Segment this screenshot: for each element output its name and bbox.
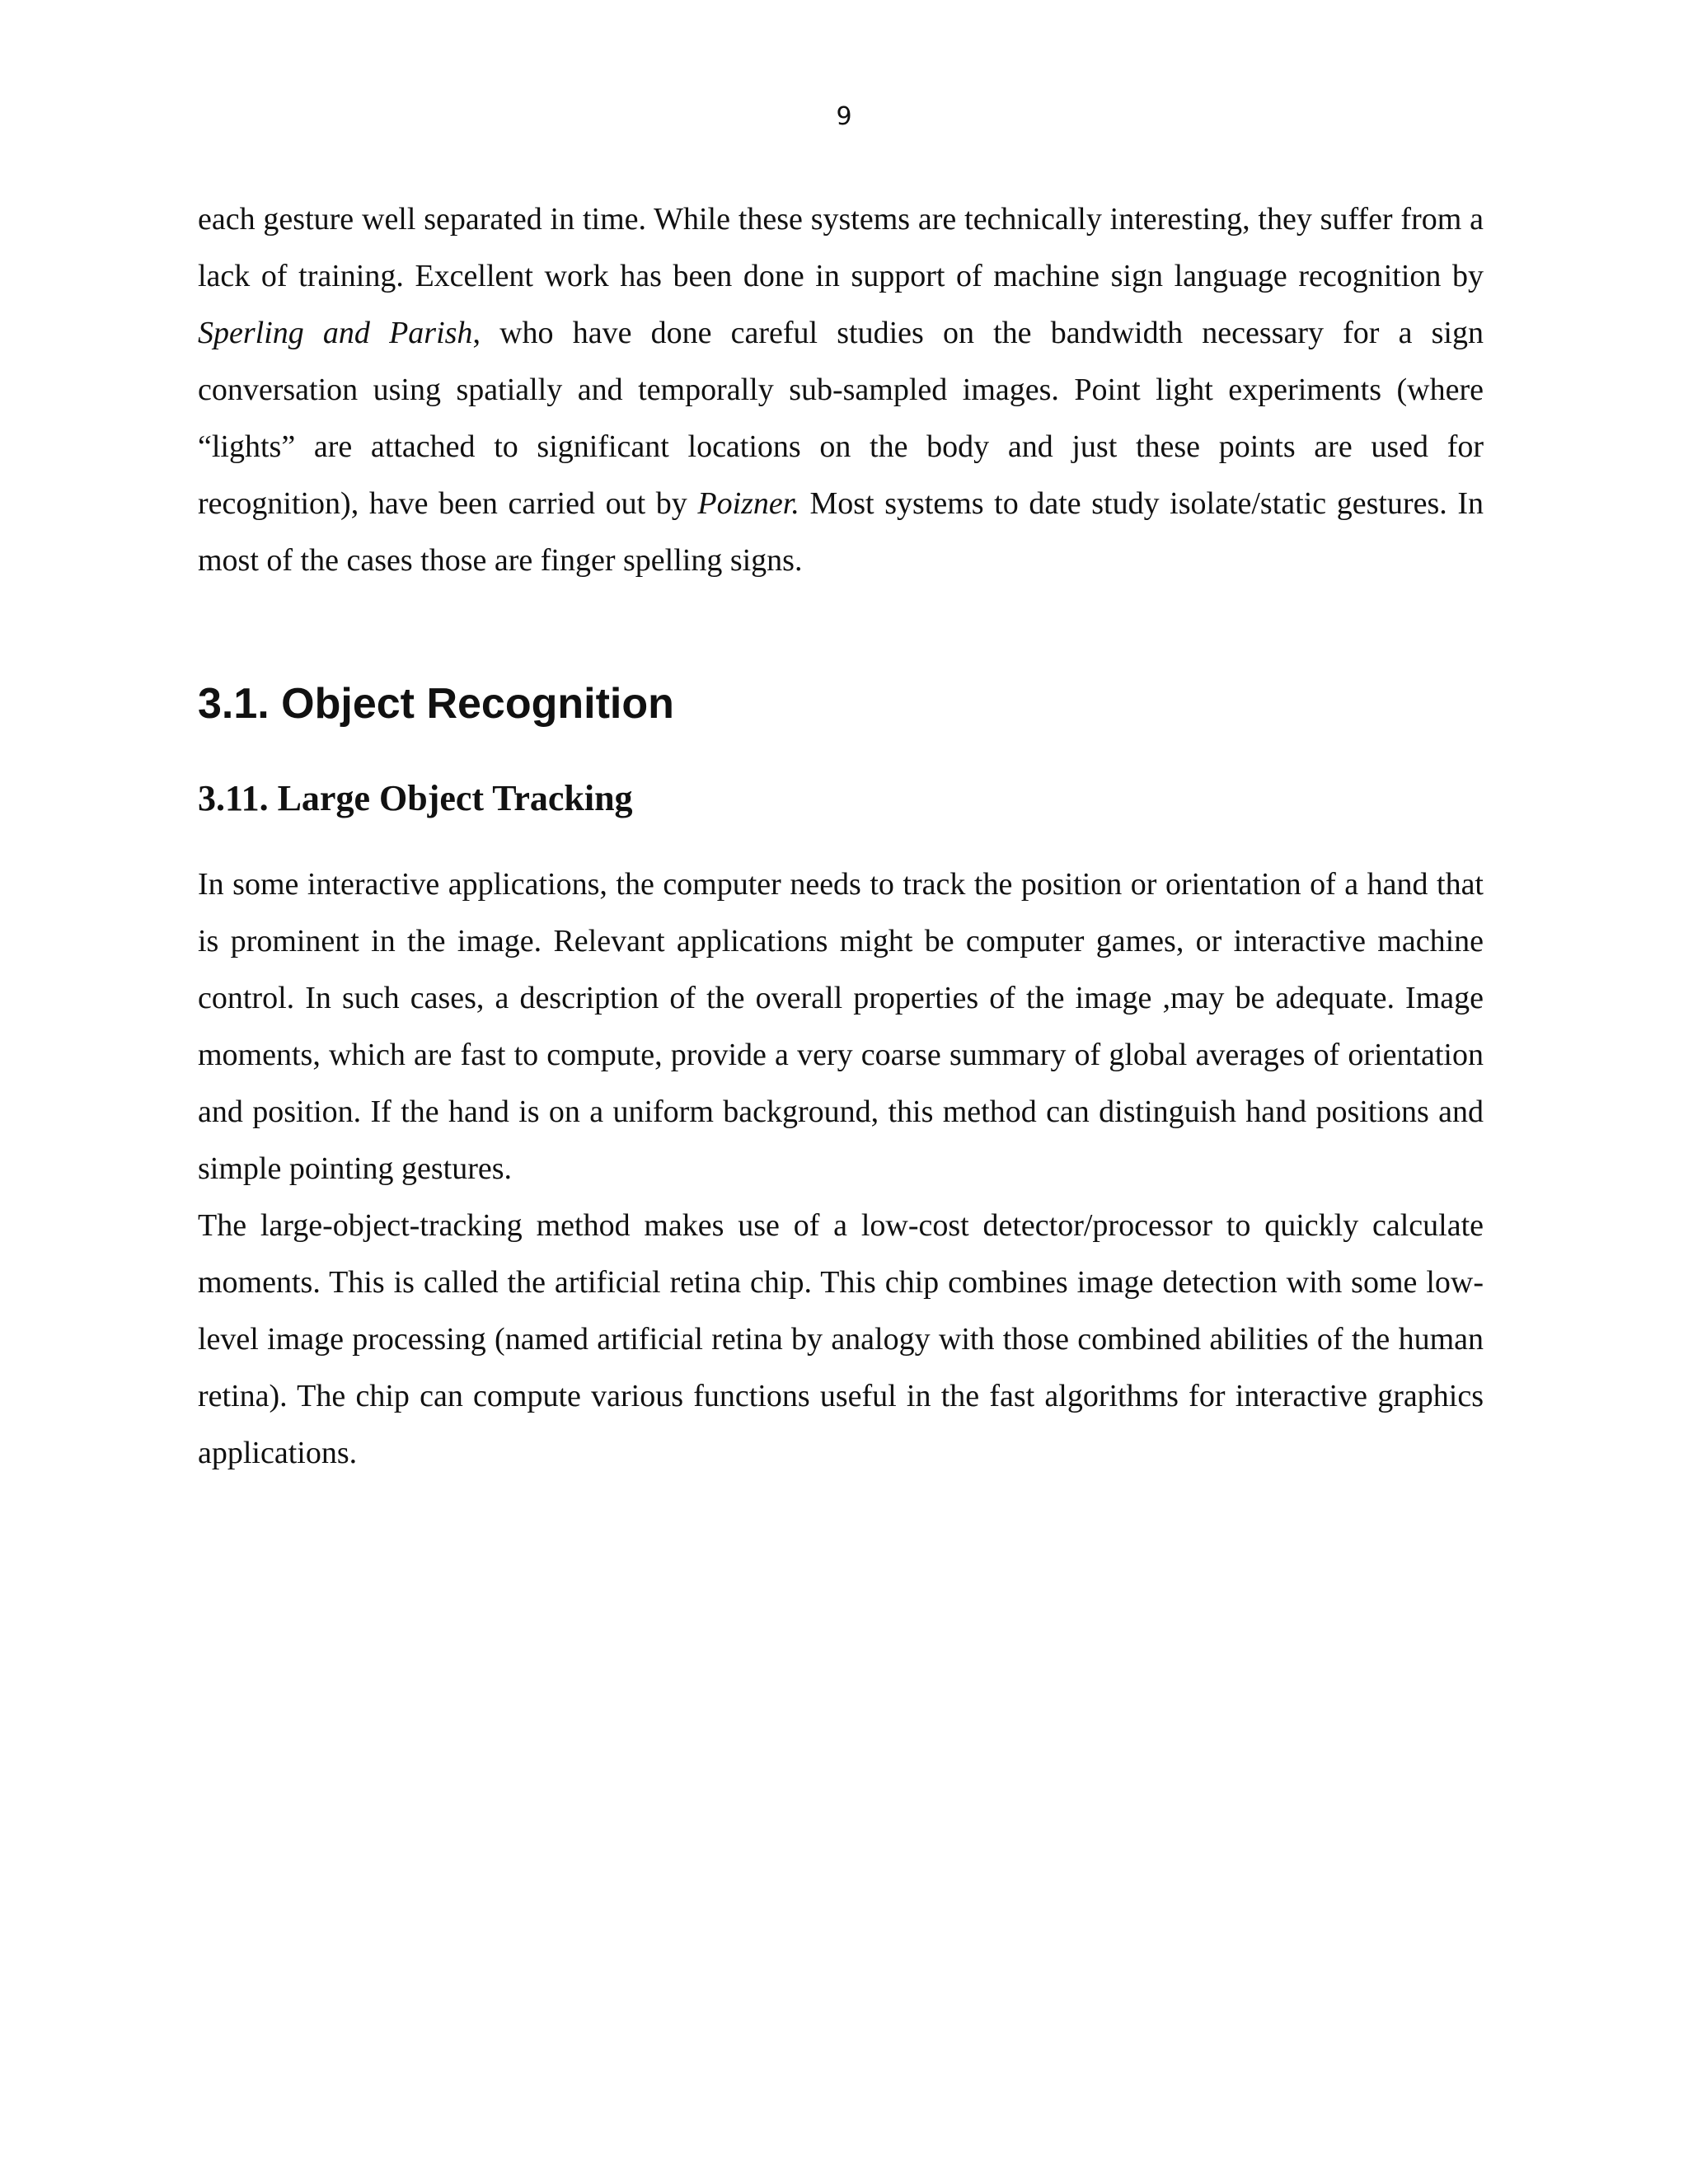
paragraph-sign-language-studies bbox=[198, 191, 1484, 589]
paragraph-text: each gesture well separated in time. While these systems are technically interesting, they suffer from a lack of training. Excellent work has been done in support of machine sign language recognition by bbox=[198, 202, 1484, 293]
paragraph-text: Most systems to date study isolate/static gestures. In most of the cases those are finger spelling signs. bbox=[198, 486, 1484, 578]
paragraph-artificial-retina: The large-object-tracking method makes use of a low-cost detector/processor to quickly calculate moments. This is called the artificial retina chip. This chip combines image detection with some low-level image processing (named artificial retina by analogy with those combined abilities of the human retina). The chip can compute various functions useful in the fast algorithms for interactive graphics applications. bbox=[198, 1208, 1484, 1470]
page-content bbox=[198, 191, 1484, 1482]
page-number: 9 bbox=[836, 102, 852, 131]
section-heading: 3.1. Object Recognition bbox=[198, 680, 674, 728]
paragraph-large-object-tracking: In some interactive applications, the computer needs to track the position or orientation of a hand that is prominent in the image. Relevant applications might be computer games, or interactive machine control. In such cases, a description of the overall properties of the image ,may be adequate. Image moments, which are fast to compute, provide a very coarse summary of global averages of orientation and position. If the hand is on a uniform background, this method can distinguish hand positions and simple pointing gestures. bbox=[198, 867, 1484, 1186]
paragraph-text: , who have done careful studies on the bandwidth necessary for a sign conversation using spatially and temporally sub-sampled images. Point light experiments (where “lights” are attached to significant locations on the body and just these points are used for recognition), have been carried out by bbox=[198, 316, 1484, 521]
citation-poizner: Poizner. bbox=[697, 486, 799, 521]
citation-sperling-parish: Sperling and Parish bbox=[198, 316, 473, 350]
subsection-heading: 3.11. Large Object Tracking bbox=[198, 778, 633, 818]
